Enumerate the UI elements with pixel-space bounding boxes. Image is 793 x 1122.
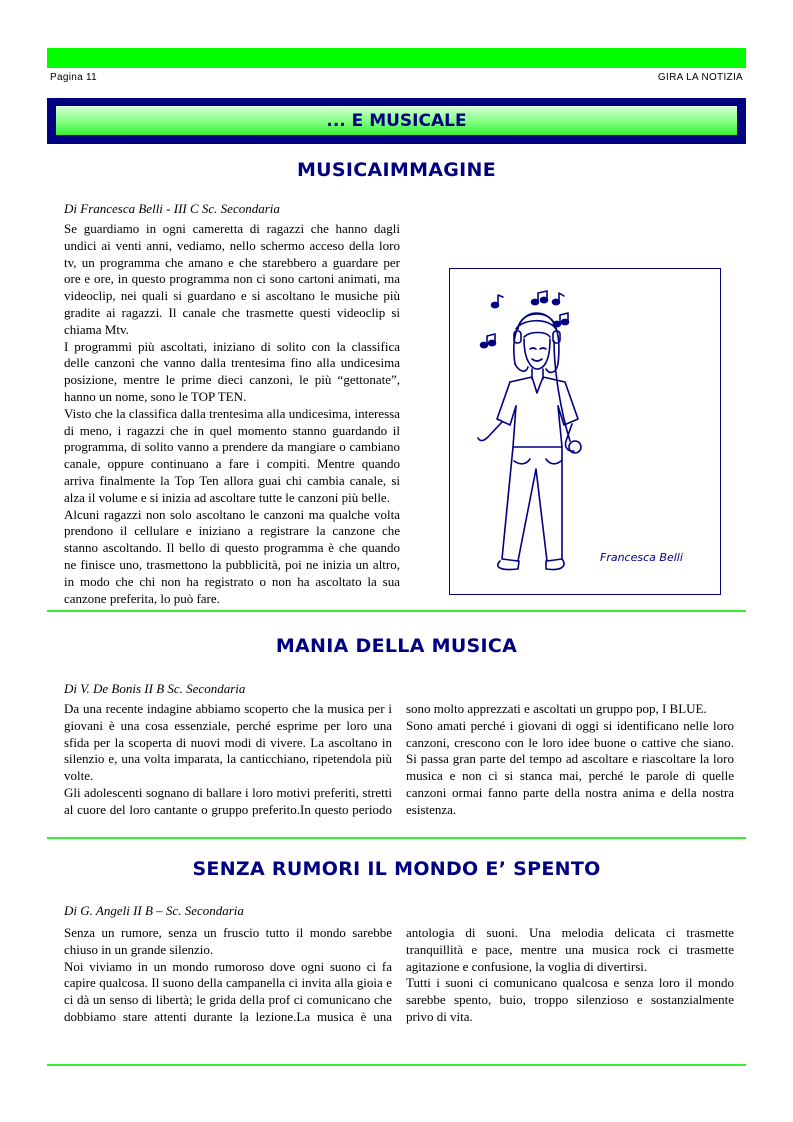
drawing-svg	[450, 269, 720, 594]
article-body	[64, 925, 734, 1026]
paragraph: Noi viviamo in un mondo rumoroso dove ogni suono ci fa capire qualcosa. Il suono della campanella ci invita alla gioia e ci dà un senso di libertà; le grida della prof ci comunicano che dobbiamo stare attenti durante la lezione.La musica è una antologia di suoni. Una melodia delicata ci trasmette tranquillità e pace, mentre una musica rock ci trasmette agitazione e confusione, la voglia di divertirsi.	[64, 925, 734, 1024]
paragraph: Visto che la classifica dalla trentesima alla undicesima, interessa di meno, i ragazzi che in quel momento stanno guardando il programma, di solito vanno a prendere da mangiare o cambiano canale, oppure continuano a fare i compiti. Mentre quando arriva finalmente la Top Ten allora guai chi cambia canale, si alza il volume e si inizia ad ascoltare tutte le canzoni più belle.	[64, 405, 400, 505]
article-author: Di V. De Bonis II B Sc. Secondaria	[64, 681, 246, 696]
article-title: MANIA DELLA MUSICA	[275, 635, 518, 657]
article-author: Di Francesca Belli - III C Sc. Secondaria	[64, 201, 280, 216]
paragraph: Se guardiamo in ogni cameretta di ragazzi che hanno dagli undici ai venti anni, vediamo, nello schermo acceso della loro tv, un programma che amano e che starebbero a guardare per ore e ore, in questo programma non ci sono cartoni animati, ma videoclip, nei quali si guardano e si ascoltano le musiche più gradite ai ragazzi. Il canale che trasmette questi videoclip si chiama Mtv.	[64, 221, 400, 337]
paragraph: Gli adolescenti sognano di ballare i loro motivi preferiti, stretti al cuore del loro cantante o gruppo preferito.In questo periodo sono molto apprezzati e ascoltati un gruppo pop, I BLUE.	[64, 701, 707, 817]
section-banner-title: ... E MUSICALE	[56, 106, 737, 135]
article-body-left	[64, 221, 400, 606]
illustration-girl-with-headphones	[449, 268, 721, 595]
section-divider	[47, 610, 746, 612]
paragraph: Sono amati perché i giovani di oggi si identificano nelle loro canzoni, crescono con le loro idee buone o cattive che siano. Si passa gran parte del tempo ad ascoltare e riascoltare la loro musica e non ci si stanca mai, perché le parole di quelle canzoni ormai fanno parte della nostra anima e della nostra esistenza.	[406, 717, 734, 817]
article-title: SENZA RUMORI IL MONDO E’ SPENTO	[192, 858, 601, 880]
article-title: MUSICAIMMAGINE	[296, 159, 497, 181]
paragraph: Alcuni ragazzi non solo ascoltano le canzoni ma qualche volta prendono il cellulare e iniziano a registrare la canzone che stanno ascoltando. Il bello di questo programma è che quando ne finisce uno, trasmettono la pubblicità, poi ne inizia un altro, in modo che chi non ha registrato o non ha ascoltato la sua canzone preferita, lo può fare.	[64, 506, 400, 606]
publication-name: GIRA LA NOTIZIA	[657, 72, 743, 83]
article-author: Di G. Angeli II B – Sc. Secondaria	[64, 903, 244, 918]
drawing-signature: Francesca Belli	[600, 551, 683, 564]
section-divider	[47, 1064, 746, 1066]
article-body	[64, 701, 734, 819]
paragraph: Tutti i suoni ci comunicano qualcosa e senza loro il mondo sarebbe spento, buio, troppo silenzioso e sostanzialmente privo di vita.	[406, 975, 734, 1024]
top-green-bar	[47, 48, 746, 68]
paragraph: Senza un rumore, senza un fruscio tutto il mondo sarebbe chiuso in un grande silenzio.	[64, 925, 392, 957]
section-banner	[47, 98, 746, 144]
section-divider	[47, 837, 746, 839]
paragraph: I programmi più ascoltati, iniziano di solito con la classifica delle canzoni che vanno dalla trentesima fino alla undicesima posizione, mentre le prime dieci canzoni, le più “gettonate”, hanno un nome, sono le TOP TEN.	[64, 338, 400, 404]
paragraph: Da una recente indagine abbiamo scoperto che la musica per i giovani è una cosa essenziale, perché esprime per loro una sfida per la scoperta di nuovi modi di vivere. La ascoltano in silenzio e, una volta imparata, la canticchiano, ripetendola più volte.	[64, 701, 392, 784]
page-number: Pagina 11	[50, 72, 97, 83]
